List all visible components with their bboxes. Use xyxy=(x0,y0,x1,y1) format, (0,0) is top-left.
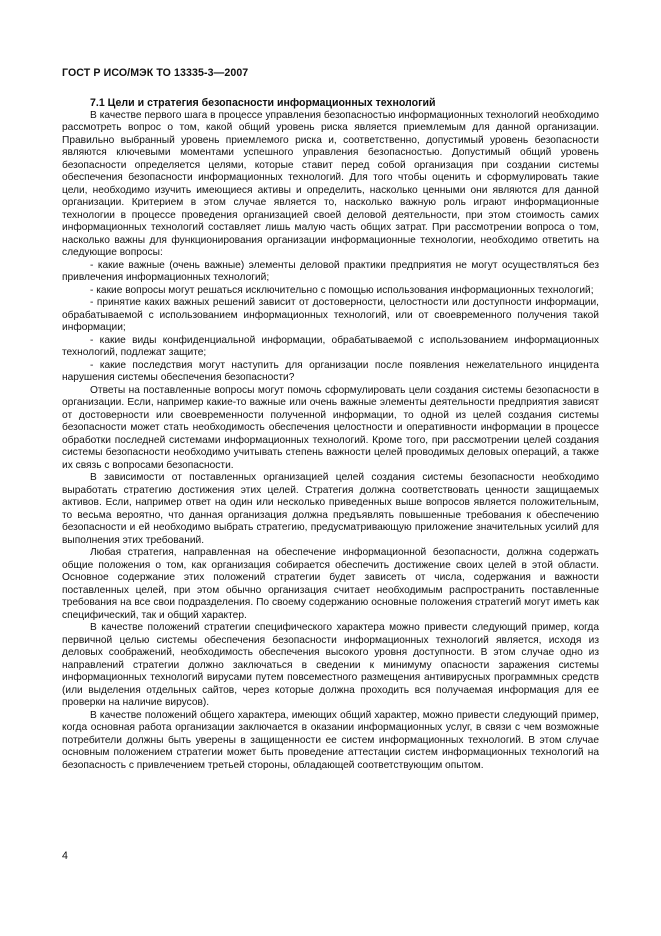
page-number: 4 xyxy=(62,850,68,862)
section-title: 7.1 Цели и стратегия безопасности информационных технологий xyxy=(90,97,436,109)
paragraph: В зависимости от поставленных организацией целей создания системы безопасности необходимо выработать стратегию достижения этих целей. Стратегия должна соответствовать ценности защищаемых активов. Если, например ответ на один или несколько приведенных выше вопросов является положительным, то весьма вероятно, что данная организация должна предъявлять повышенные требования к обеспечению безопасности и ей необходимо выбрать стратегию, предусматривающую приложение значительных усилий для выполнения этих требований. xyxy=(62,472,599,546)
document-body xyxy=(62,97,599,772)
list-item: - какие последствия могут наступить для организации после появления нежелательного инцидента нарушения системы обеспечения безопасности? xyxy=(62,359,599,383)
paragraph: Любая стратегия, направленная на обеспечение информационной безопасности, должна содержать общие положения о том, как организация собирается обеспечить достижение своих целей в этой области. Основное содержание этих положений стратегии будет зависеть от числа, содержания и важности поставленных целей, при этом обычно организация считает необходимым распространить поставленные требования на все свои подразделения. По своему содержанию основные положения стратегий могут иметь как специфический, так и общий характер. xyxy=(62,547,599,621)
paragraph: Ответы на поставленные вопросы могут помочь сформулировать цели создания системы безопасности в организации. Если, например какие-то важные или очень важные элементы деятельности предприятия зависят от достоверности или своевременности полученной информации, то одной из целей создания системы безопасности может стать необходимость обеспечения целостности и оперативности информации в процессе обработки последней системами информационных технологий. Кроме того, при рассмотрении целей создания системы безопасности необходимо учитывать степень важности целей проводимых деловых операций, а также их связь с вопросами безопасности. xyxy=(62,384,599,471)
list-item: - какие виды конфиденциальной информации, обрабатываемой с использованием информационных технологий, подлежат защите; xyxy=(62,334,599,358)
document-header: ГОСТ Р ИСО/МЭК ТО 13335-3—2007 xyxy=(62,67,249,79)
paragraph: В качестве положений общего характера, имеющих общий характер, можно привести следующий пример, когда основная работа организации заключается в оказании информационных услуг, в связи с чем возможные потребители должны быть уверены в защищенности ее систем информационных технологий. В этом случае основным положением стратегии может быть проведение аттестации систем информационных технологий на безопасность с привлечением третьей стороны, обладающей соответствующим опытом. xyxy=(62,709,599,771)
paragraph: В качестве положений стратегии специфического характера можно привести следующий пример, когда первичной целью системы обеспечения безопасности информационных технологий является, исходя из деловых соображений, необходимость обеспечения высокого уровня доступности. В этом случае одно из направлений стратегии должно заключаться в сведении к минимуму опасности заражения системы информационных технологий вирусами путем повсеместного размещения антивирусных программных средств (или выделения отдельных сайтов, через которые должна проходить вся получаемая информация для ее проверки на наличие вирусов). xyxy=(62,622,599,708)
list-item: - какие важные (очень важные) элементы деловой практики предприятия не могут осуществляться без привлечения информационных технологий; xyxy=(62,259,599,283)
list-item: - принятие каких важных решений зависит от достоверности, целостности или доступности информации, обрабатываемой с использованием информационных технологий, или от своевременного получения такой информации; xyxy=(62,297,599,333)
paragraph: В качестве первого шага в процессе управления безопасностью информационных технологий необходимо рассмотреть вопрос о том, какой общий уровень риска является приемлемым для данной организации. Правильно выбранный уровень приемлемого риска и, соответственно, допустимый уровень безопасности являются ключевыми моментами успешного управления безопасностью. Допустимый общий уровень безопасности определяется целями, которые ставит перед собой организация при создании системы обеспечения безопасности информационных технологий. Для того чтобы оценить и сформулировать такие цели, необходимо изучить имеющиеся активы и определить, насколько ценными они являются для данной организации. Критерием в этом случае является то, насколько важную роль играют информационные технологии в процессе проведения организацией своей деловой деятельности, при этом стоимость самих информационных технологий составляет лишь малую часть общих затрат. При рассмотрении вопроса о том, насколько важны для функционирования организации информационные технологии, необходимо ответить на следующие вопросы: xyxy=(62,109,599,258)
list-item: - какие вопросы могут решаться исключительно с помощью использования информационных технологий; xyxy=(90,284,594,296)
